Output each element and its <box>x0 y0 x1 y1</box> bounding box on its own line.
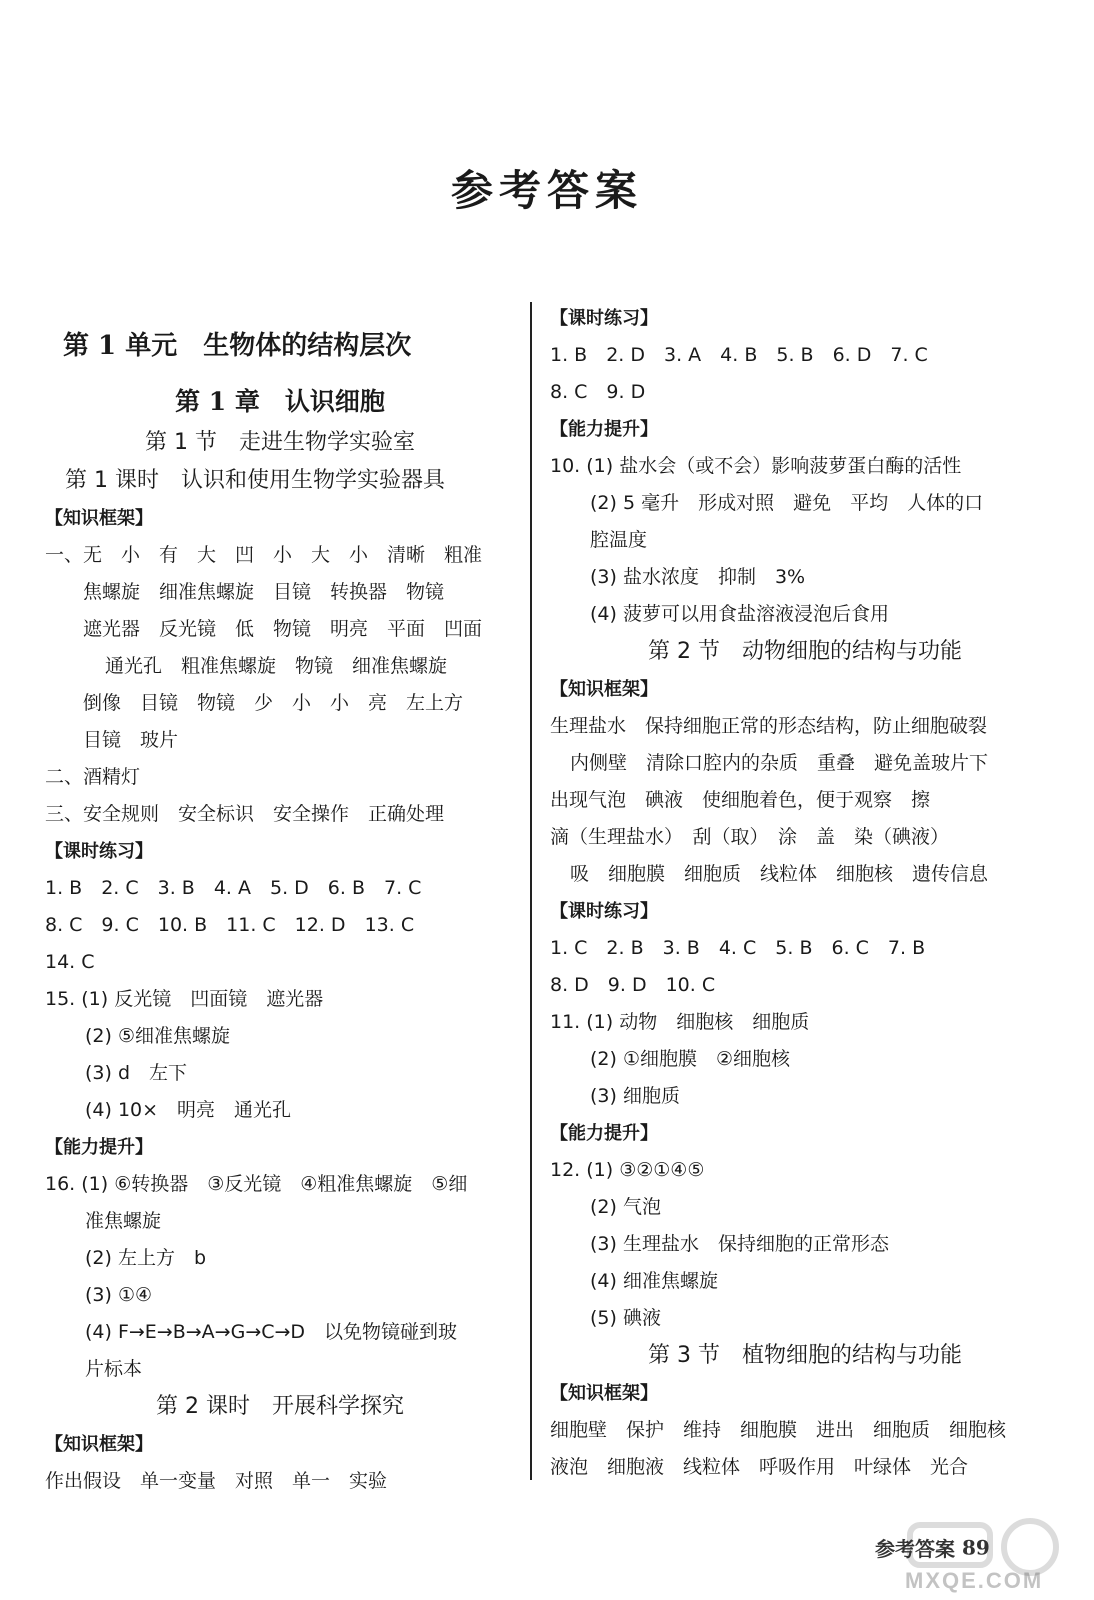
answer-line: 腔温度 <box>590 529 648 551</box>
answer-line: (2) 5 毫升 形成对照 避免 平均 人体的口 <box>590 492 984 514</box>
lesson-title: 第 1 课时 认识和使用生物学实验器具 <box>65 468 445 493</box>
section-title: 第 1 节 走进生物学实验室 <box>145 430 415 455</box>
answer-line: 16. (1) ⑥转换器 ③反光镜 ④粗准焦螺旋 ⑤细 <box>45 1173 468 1195</box>
heading-ability: 【能力提升】 <box>550 1123 658 1144</box>
heading-knowledge-frame: 【知识框架】 <box>45 508 153 529</box>
answer-line: (3) 细胞质 <box>590 1085 680 1107</box>
page-number: 89 <box>961 1535 990 1560</box>
heading-lesson-practice: 【课时练习】 <box>45 841 153 862</box>
answer-line: (4) 10× 明亮 通光孔 <box>85 1099 292 1121</box>
answer-line: 液泡 细胞液 线粒体 呼吸作用 叶绿体 光合 <box>550 1456 969 1478</box>
answer-line: 细胞壁 保护 维持 细胞膜 进出 细胞质 细胞核 <box>550 1419 1007 1441</box>
answer-line: 片标本 <box>85 1358 143 1380</box>
heading-knowledge-frame: 【知识框架】 <box>45 1434 153 1455</box>
answer-line: 11. (1) 动物 细胞核 细胞质 <box>550 1011 810 1033</box>
answer-line: 1. C 2. B 3. B 4. C 5. B 6. C 7. B <box>550 937 926 959</box>
right-column <box>550 300 1060 1486</box>
answer-line: 三、安全规则 安全标识 安全操作 正确处理 <box>45 803 445 825</box>
answer-line: 焦螺旋 细准焦螺旋 目镜 转换器 物镜 <box>83 581 445 603</box>
heading-ability: 【能力提升】 <box>550 419 658 440</box>
answer-line: 14. C <box>45 951 95 973</box>
section-title: 第 3 节 植物细胞的结构与功能 <box>648 1343 962 1368</box>
answer-line: 倒像 目镜 物镜 少 小 小 亮 左上方 <box>83 692 464 714</box>
answer-line: 生理盐水 保持细胞正常的形态结构，防止细胞破裂 <box>550 715 988 737</box>
answer-line: 8. D 9. D 10. C <box>550 974 716 996</box>
answer-line: 滴（生理盐水） 刮（取） 涂 盖 染（碘液） <box>550 826 950 848</box>
answer-line: (4) 菠萝可以用食盐溶液浸泡后食用 <box>590 603 889 625</box>
answer-line: (2) ①细胞膜 ②细胞核 <box>590 1048 791 1070</box>
answer-line: 8. C 9. D <box>550 381 646 403</box>
heading-knowledge-frame: 【知识框架】 <box>550 1383 658 1404</box>
heading-ability: 【能力提升】 <box>45 1137 153 1158</box>
answer-line: 15. (1) 反光镜 凹面镜 遮光器 <box>45 988 324 1010</box>
answer-line: (5) 碘液 <box>590 1307 661 1329</box>
answer-line: 遮光器 反光镜 低 物镜 明亮 平面 凹面 <box>83 618 483 640</box>
column-divider <box>530 302 532 1480</box>
lesson-title: 第 2 课时 开展科学探究 <box>156 1394 404 1419</box>
answer-line: 二、酒精灯 <box>45 766 141 788</box>
answer-line: (4) 细准焦螺旋 <box>590 1270 718 1292</box>
answer-line: 8. C 9. C 10. B 11. C 12. D 13. C <box>45 914 415 936</box>
watermark-text: MXQE.COM <box>905 1568 1044 1593</box>
answer-line: 一、无 小 有 大 凹 小 大 小 清晰 粗准 <box>45 544 483 566</box>
answer-line: 12. (1) ③②①④⑤ <box>550 1159 705 1181</box>
answer-line: 目镜 玻片 <box>83 729 179 751</box>
answer-line: 1. B 2. D 3. A 4. B 5. B 6. D 7. C <box>550 344 928 366</box>
heading-lesson-practice: 【课时练习】 <box>550 308 658 329</box>
answer-line: (3) 生理盐水 保持细胞的正常形态 <box>590 1233 889 1255</box>
heading-knowledge-frame: 【知识框架】 <box>550 679 658 700</box>
answer-line: 吸 细胞膜 细胞质 线粒体 细胞核 遗传信息 <box>570 863 989 885</box>
answer-line: (2) 左上方 b <box>85 1247 207 1269</box>
left-column <box>45 300 515 1500</box>
answer-line: 内侧壁 清除口腔内的杂质 重叠 避免盖玻片下 <box>570 752 989 774</box>
answer-line: 通光孔 粗准焦螺旋 物镜 细准焦螺旋 <box>105 655 448 677</box>
page-title: 参考答案 <box>450 166 643 215</box>
section-title: 第 2 节 动物细胞的结构与功能 <box>648 639 962 664</box>
unit-title: 第 1 单元 生物体的结构层次 <box>63 331 412 361</box>
page-footer <box>875 1533 1035 1569</box>
answer-line: 10. (1) 盐水会（或不会）影响菠萝蛋白酶的活性 <box>550 455 962 477</box>
answer-line: 准焦螺旋 <box>85 1210 162 1232</box>
heading-lesson-practice: 【课时练习】 <box>550 901 658 922</box>
answer-line: (3) ①④ <box>85 1284 153 1306</box>
answer-line: (2) 气泡 <box>590 1196 661 1218</box>
answer-line: 1. B 2. C 3. B 4. A 5. D 6. B 7. C <box>45 877 422 899</box>
answer-line: (3) 盐水浓度 抑制 3% <box>590 566 806 588</box>
answer-line: (2) ⑤细准焦螺旋 <box>85 1025 230 1047</box>
footer-label: 参考答案 <box>875 1537 955 1561</box>
answer-line: (4) F→E→B→A→G→C→D 以免物镜碰到玻 <box>85 1321 458 1343</box>
answer-line: (3) d 左下 <box>85 1062 188 1084</box>
answer-line: 出现气泡 碘液 使细胞着色，便于观察 擦 <box>550 789 931 811</box>
chapter-title: 第 1 章 认识细胞 <box>175 387 385 416</box>
answer-line: 作出假设 单一变量 对照 单一 实验 <box>45 1470 388 1492</box>
